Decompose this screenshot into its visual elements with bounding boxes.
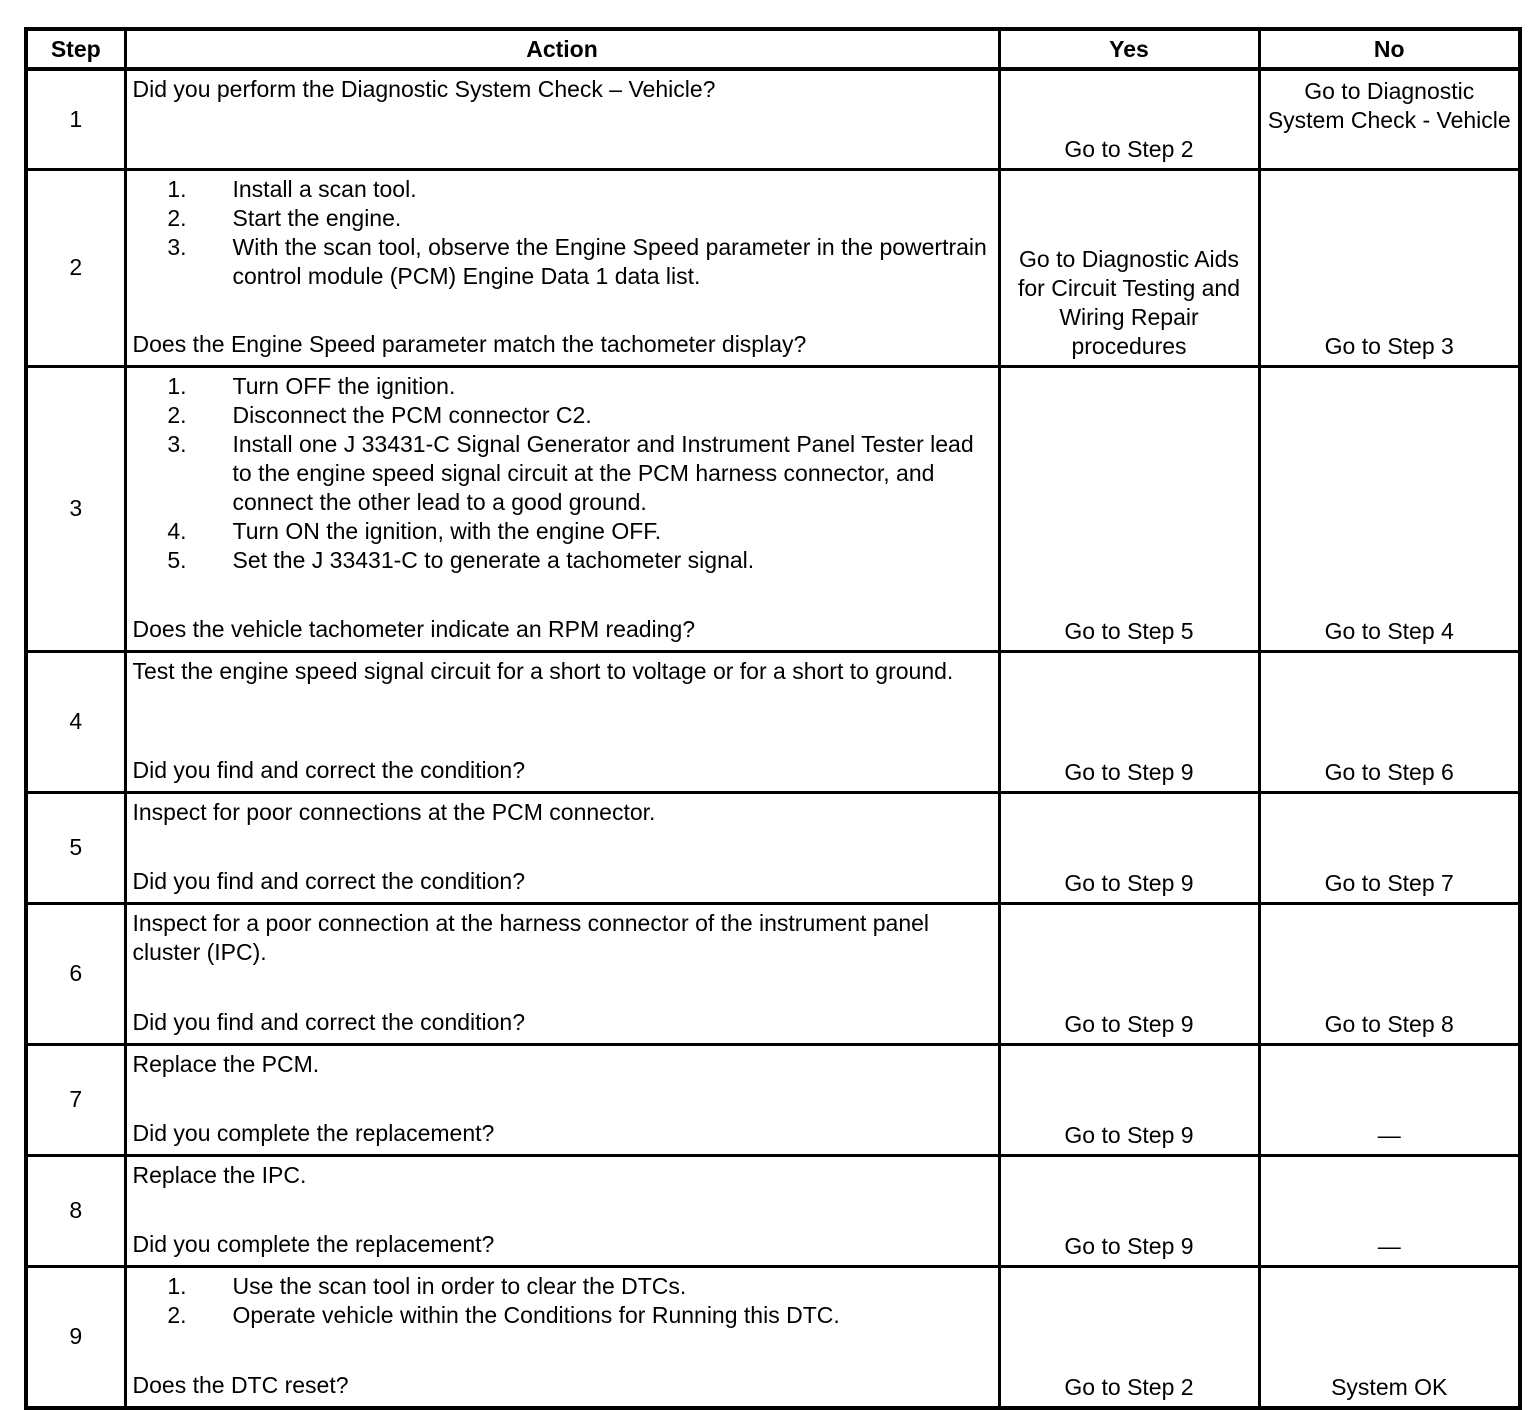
- step-number: 2: [26, 169, 125, 366]
- table-row: [26, 169, 1520, 366]
- action-step: 3. With the scan tool, observe the Engine Speed parameter in the powertrain control module (PCM) Engine Data 1 data list.: [167, 233, 987, 289]
- action-content: [133, 1161, 992, 1259]
- action-content: [133, 175, 992, 359]
- no-cell: Go to Step 8: [1259, 903, 1520, 1044]
- yes-cell: Go to Step 9: [999, 1044, 1259, 1155]
- action-intro: Inspect for a poor connection at the harness connector of the instrument panel cluster (IPC).: [132, 909, 930, 965]
- action-step: 2. Start the engine.: [167, 204, 402, 231]
- no-cell: Go to Step 7: [1259, 792, 1520, 903]
- yes-cell: Go to Diagnostic Aids for Circuit Testing and Wiring Repair procedures: [999, 169, 1259, 366]
- action-step: 3. Install one J 33431-C Signal Generator and Instrument Panel Tester lead to the engine speed signal circuit at the PCM harness connector, and connect the other lead to a good ground.: [167, 430, 974, 515]
- diagnostic-table: [24, 27, 1522, 1410]
- action-steps: [133, 175, 992, 291]
- yes-cell: Go to Step 9: [999, 1155, 1259, 1266]
- step-number: 4: [26, 651, 125, 792]
- action-step: 2. Disconnect the PCM connector C2.: [167, 401, 592, 428]
- yes-cell: Go to Step 5: [999, 366, 1259, 651]
- action-question: Did you find and correct the condition?: [132, 867, 526, 894]
- no-cell: Go to Step 6: [1259, 651, 1520, 792]
- action-step: 1. Turn OFF the ignition.: [167, 372, 456, 399]
- action-content: [133, 1272, 992, 1400]
- action-content: [133, 372, 992, 644]
- table-row: [26, 366, 1520, 651]
- action-cell: [125, 69, 999, 169]
- action-question: Does the vehicle tachometer indicate an RPM reading?: [132, 615, 696, 642]
- action-intro: Did you perform the Diagnostic System Check – Vehicle?: [132, 76, 716, 102]
- action-cell: [125, 169, 999, 366]
- action-step: 2. Operate vehicle within the Conditions for Running this DTC.: [167, 1301, 840, 1328]
- action-question: Did you find and correct the condition?: [132, 1008, 526, 1035]
- step-number: 8: [26, 1155, 125, 1266]
- action-question: Did you complete the replacement?: [132, 1119, 495, 1146]
- table-row: [26, 1266, 1520, 1408]
- action-question: Did you complete the replacement?: [132, 1230, 495, 1257]
- table-row: [26, 69, 1520, 169]
- action-content: [133, 657, 992, 785]
- action-cell: [125, 903, 999, 1044]
- action-intro: Test the engine speed signal circuit for a short to voltage or for a short to ground.: [132, 657, 954, 684]
- action-cell: [125, 1044, 999, 1155]
- no-cell: —: [1259, 1155, 1520, 1266]
- action-cell: [125, 651, 999, 792]
- action-question: Did you find and correct the condition?: [132, 756, 526, 783]
- action-question: Does the Engine Speed parameter match the tachometer display?: [132, 330, 807, 357]
- step-number: 6: [26, 903, 125, 1044]
- step-number: 5: [26, 792, 125, 903]
- step-number: 1: [26, 69, 125, 169]
- action-cell: [125, 792, 999, 903]
- action-cell: [125, 1266, 999, 1408]
- step-number: 9: [26, 1266, 125, 1408]
- yes-cell: Go to Step 2: [999, 69, 1259, 169]
- step-number: 7: [26, 1044, 125, 1155]
- no-cell: Go to Step 4: [1259, 366, 1520, 651]
- header-yes: Yes: [999, 29, 1259, 69]
- action-cell: [125, 366, 999, 651]
- table-row: [26, 651, 1520, 792]
- action-step: 1. Use the scan tool in order to clear the DTCs.: [167, 1272, 687, 1299]
- action-intro: Inspect for poor connections at the PCM connector.: [132, 798, 656, 825]
- step-number: 3: [26, 366, 125, 651]
- yes-cell: Go to Step 9: [999, 651, 1259, 792]
- action-step: 5. Set the J 33431-C to generate a tachometer signal.: [167, 546, 755, 573]
- no-cell: —: [1259, 1044, 1520, 1155]
- action-step: 1. Install a scan tool.: [167, 175, 417, 202]
- action-cell: [125, 1155, 999, 1266]
- action-question: Does the DTC reset?: [132, 1371, 349, 1398]
- header-action: Action: [125, 29, 999, 69]
- table-row: [26, 903, 1520, 1044]
- action-intro: Replace the PCM.: [132, 1050, 320, 1077]
- yes-cell: Go to Step 9: [999, 792, 1259, 903]
- action-step: 4. Turn ON the ignition, with the engine OFF.: [167, 517, 662, 544]
- no-cell: Go to Step 3: [1259, 169, 1520, 366]
- header-row: [26, 29, 1520, 69]
- header-step: Step: [26, 29, 125, 69]
- action-intro: Replace the IPC.: [132, 1161, 307, 1188]
- table-row: [26, 1155, 1520, 1266]
- action-content: [133, 1050, 992, 1148]
- action-steps: [133, 372, 992, 575]
- no-cell: System OK: [1259, 1266, 1520, 1408]
- table-row: [26, 1044, 1520, 1155]
- action-content: [133, 909, 992, 1037]
- yes-cell: Go to Step 9: [999, 903, 1259, 1044]
- action-steps: [133, 1272, 992, 1330]
- no-cell: Go to Diagnostic System Check - Vehicle: [1259, 69, 1520, 169]
- action-content: [133, 798, 992, 896]
- table-row: [26, 792, 1520, 903]
- header-no: No: [1259, 29, 1520, 69]
- yes-cell: Go to Step 2: [999, 1266, 1259, 1408]
